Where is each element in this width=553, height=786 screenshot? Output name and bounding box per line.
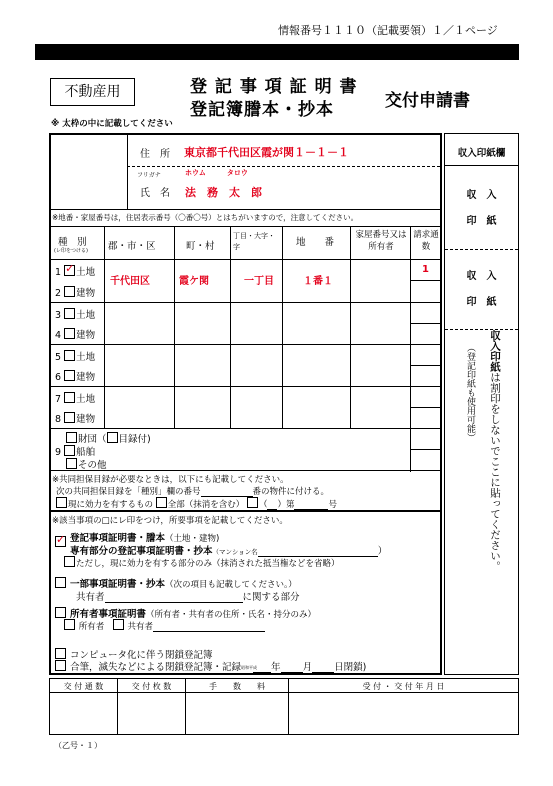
stamp2-line1: 収 入: [466, 271, 497, 282]
row1-lot[interactable]: １番１: [303, 276, 333, 287]
land-checkbox-5[interactable]: [64, 350, 75, 361]
header-type: 種 別: [58, 237, 87, 248]
header-town: 町・村: [186, 241, 215, 252]
type-foundation: 財団（ 目録付): [66, 431, 151, 445]
item-b-line1: 一部事項証明書・抄本（次の項目も記載してください。）: [55, 576, 297, 590]
furigana-value[interactable]: ホウム タロウ: [185, 169, 248, 177]
item-a-line1: 登記事項証明書・謄本（土地・建物): [70, 533, 220, 544]
title-suffix: 交付申請書: [385, 91, 470, 111]
foundation-checkbox[interactable]: [66, 432, 77, 443]
form-code: （乙号・１）: [54, 741, 102, 750]
type-row-1b: 2 建物: [55, 288, 96, 299]
collateral-line3: 現に効力を有するもの 全部（抹消を含む） （ ）第 号: [56, 497, 337, 510]
row1-chome[interactable]: 一丁目: [244, 276, 274, 287]
building-checkbox-4[interactable]: [64, 328, 75, 339]
realestate-badge: 不動産用: [50, 78, 135, 106]
type-row-3a: 5 土地: [55, 352, 96, 363]
type-row-4a: 7 土地: [55, 394, 96, 405]
item-c-checkbox[interactable]: [55, 607, 66, 618]
item-a-checkbox[interactable]: [55, 531, 67, 550]
type-row-2a: 3 土地: [55, 310, 96, 321]
row1-town[interactable]: 霞ケ関: [179, 276, 209, 287]
building-checkbox-2[interactable]: [64, 286, 75, 297]
co-owner-checkbox[interactable]: [113, 619, 124, 630]
title-line1: 登 記 事 項 証 明 書: [190, 77, 358, 97]
name-label: 氏 名: [140, 188, 170, 199]
item-e-line: 合筆，滅失などによる閉鎖登記簿・記録昭和平成 年 月 日閉鎖): [55, 659, 366, 673]
ship-checkbox[interactable]: [64, 445, 75, 456]
header-type-sub: (レ印をつける): [54, 248, 88, 254]
building-checkbox-8[interactable]: [64, 412, 75, 423]
building-checkbox-6[interactable]: [64, 370, 75, 381]
item-d-checkbox[interactable]: [55, 648, 66, 659]
type-row-3b: 6 建物: [55, 372, 96, 383]
header-house: 家屋番号又は所有者: [355, 230, 407, 252]
type-row-1a: 1 ✓ 土地: [55, 262, 96, 278]
effective-only-checkbox[interactable]: [56, 497, 67, 508]
row1-city[interactable]: 千代田区: [110, 276, 150, 287]
header-lot: 地 番: [296, 237, 335, 248]
land-checkbox-7[interactable]: [64, 392, 75, 403]
stamp-instruction: 収入印紙は割印をしないでここに貼ってください。: [489, 330, 501, 572]
item-b-checkbox[interactable]: [55, 577, 66, 588]
co-owner-field[interactable]: [105, 602, 243, 603]
address-label: 住 所: [140, 149, 170, 160]
item-a-line3: ただし，現に効力を有する部分のみ（抹消された抵当権などを省略）: [64, 556, 340, 569]
collateral-intro: ※共同担保目録が必要なときは，以下にも記載してください。: [52, 475, 289, 485]
instruction: ※ 太枠の中に記載してください: [51, 119, 173, 129]
footer-h3: 手 数 料: [209, 682, 265, 691]
effective-part-checkbox[interactable]: [64, 556, 75, 567]
closure-year-field[interactable]: [253, 672, 271, 673]
catalog-checkbox[interactable]: [107, 432, 118, 443]
stamp-column-title: 収入印紙欄: [457, 148, 506, 159]
name-value[interactable]: 法 務 太 郎: [185, 186, 262, 199]
closure-month-field[interactable]: [281, 672, 303, 673]
other-checkbox[interactable]: [66, 458, 77, 469]
stamp1-line1: 収 入: [466, 190, 497, 201]
type-other: その他: [66, 457, 107, 471]
all-including-cancelled-checkbox[interactable]: [156, 497, 167, 508]
header-chome: 丁目・大字・字: [233, 232, 275, 251]
co-owner-name-field[interactable]: [153, 631, 265, 632]
footer-h2: 交 付 枚 数: [131, 682, 172, 691]
title-line2: 登記簿謄本・抄本: [190, 100, 334, 120]
check-mark-icon: ✓: [56, 533, 66, 546]
catalog-number-checkbox[interactable]: [247, 497, 258, 508]
items-intro: ※該当事項の□にレ印をつけ，所要事項を記載してください。: [52, 516, 288, 526]
header-count: 請求通数: [413, 230, 439, 252]
header-bar: [35, 44, 519, 60]
item-c-line2: 所有者 共有者: [64, 619, 265, 632]
item-d-line: コンピュータ化に伴う閉鎖登記簿: [55, 647, 213, 661]
stamp2-line2: 印 紙: [466, 297, 497, 308]
collateral-line2: 次の共同担保目録を「種別」欄の番号 番の物件に付ける。: [56, 487, 330, 497]
land-checkbox-3[interactable]: [64, 308, 75, 319]
address-value[interactable]: 東京都千代田区霞が関１－１－１: [184, 146, 349, 159]
footer-h4: 受 付 ・ 交 付 年 月 日: [362, 682, 445, 691]
item-a-line2: 専有部分の登記事項証明書・抄本（マンション名 ）: [70, 546, 388, 557]
item-b-line2: 共有者 に関する部分: [76, 592, 300, 603]
closure-day-field[interactable]: [312, 672, 334, 673]
owner-checkbox[interactable]: [64, 619, 75, 630]
info-number: 情報番号１１１０（記載要領）１／１ページ: [278, 24, 498, 37]
header-city: 郡・市・区: [108, 241, 156, 252]
type-row-2b: 4 建物: [55, 330, 96, 341]
lot-note: ※地番・家屋番号は，住居表示番号（〇番〇号）とはちがいますので，注意してください。: [52, 213, 359, 222]
row1-count[interactable]: 1: [422, 264, 429, 275]
type-row-4b: 8 建物: [55, 414, 96, 425]
land-checkbox-1[interactable]: [64, 262, 75, 276]
type-ship: 9 船舶: [55, 447, 96, 458]
stamp1-line2: 印 紙: [466, 216, 497, 227]
footer-h1: 交 付 通 数: [63, 682, 104, 691]
furigana-label: フリガナ: [137, 172, 161, 179]
check-mark-icon: ✓: [65, 262, 75, 275]
item-e-checkbox[interactable]: [55, 660, 66, 671]
stamp-paren-note: （登記印紙も使用可能）: [465, 343, 475, 442]
item-c-line1: 所有者事項証明書（所有者・共有者の住所・氏名・持分のみ）: [55, 606, 316, 620]
